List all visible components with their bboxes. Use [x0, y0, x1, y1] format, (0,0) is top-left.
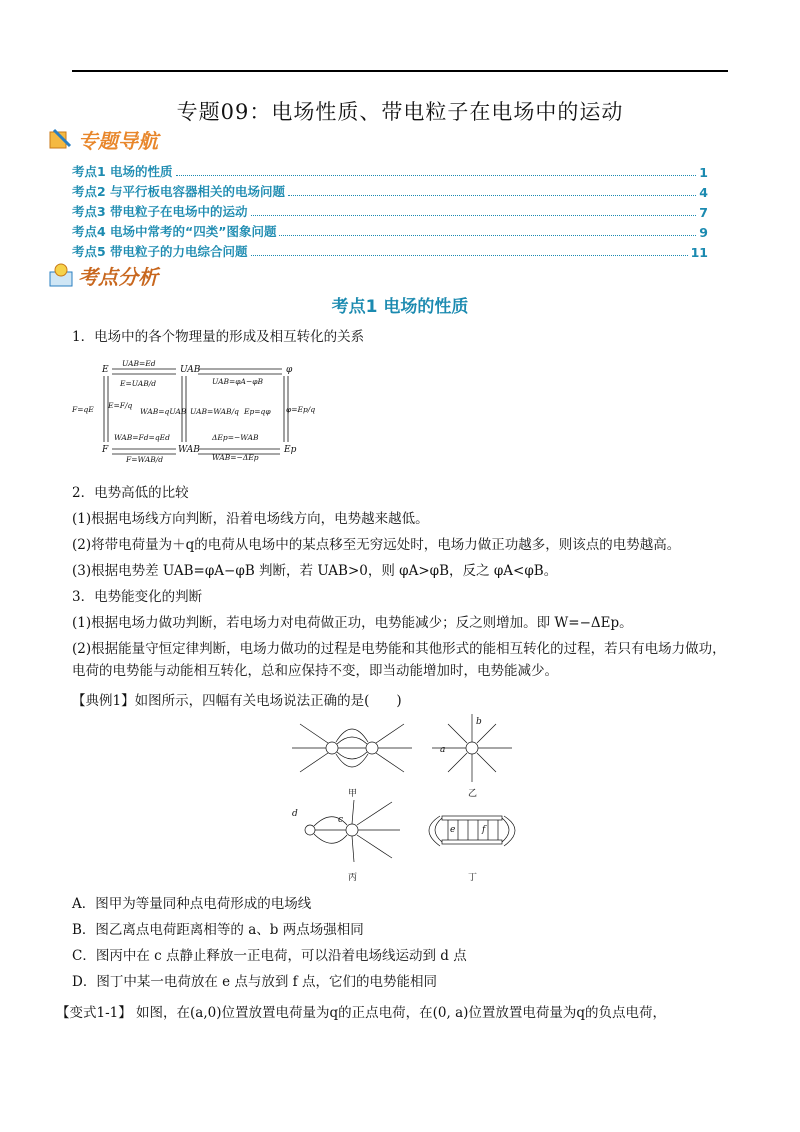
label-e: e [450, 825, 456, 835]
header-rule [72, 70, 728, 72]
label-jia: 甲 [348, 789, 358, 799]
paragraph-3-2: (2)根据能量守恒定律判断，电场力做功的过程是电势能和其他形式的能相互转化的过程，若只有电场力做功，电荷的电势能与动能相互转化，总和应保持不变，即当动能增加时，电势能减少。 [72, 641, 726, 679]
example-1: 【典例1】如图所示，四幅有关电场说法正确的是( ) [72, 693, 402, 709]
option-a[interactable]: A．图甲为等量同种点电荷形成的电场线 [72, 896, 312, 912]
label-ep-eq: Ep=qφ [244, 407, 271, 416]
paragraph-1: 1．电场中的各个物理量的形成及相互转化的关系 [72, 329, 365, 345]
label-a: a [440, 745, 446, 755]
figure-bing [305, 800, 400, 862]
pencil-book-icon [48, 126, 74, 152]
paragraph-2-1: (1)根据电场线方向判断，沿着电场线方向，电势越来越低。 [72, 511, 429, 527]
toc-item-3[interactable]: 考点3 带电粒子在电场中的运动 7 [72, 204, 708, 220]
label-f-eq: F=qE [72, 405, 94, 414]
paragraph-2-3: (3)根据电势差 UAB=φA−φB 判断，若 UAB>0，则 φA>φB，反之 φA<φB。 [72, 563, 558, 579]
banner-topic-nav [48, 124, 158, 154]
label-dep: ΔEp=−WAB [212, 433, 259, 442]
figure-ding [429, 816, 515, 846]
label-w-dep: WAB=−ΔEp [212, 453, 259, 462]
label-ding: 丁 [468, 873, 478, 883]
section-title: 考点1 电场的性质 [331, 297, 469, 317]
label-w-fd: WAB=Fd=qEd [114, 433, 170, 442]
label-w-qu: WAB=qUAB [140, 407, 187, 416]
label-f: f [482, 825, 486, 835]
label-top: UAB=Ed [122, 359, 156, 368]
toc-item-4[interactable]: 考点4 电场中常考的“四类”图象问题 9 [72, 224, 708, 240]
label-b: b [476, 717, 482, 727]
label-u-eq: UAB=φA−φB [212, 377, 264, 386]
node-UAB: UAB [180, 365, 201, 375]
paragraph-3-1: (1)根据电场力做功判断，若电场力对电荷做正功，电势能减少；反之则增加。即 W=−ΔEp。 [72, 615, 633, 631]
paragraph-3: 3．电势能变化的判断 [72, 589, 203, 605]
label-e-f: E=F/q [108, 401, 133, 410]
node-F: F [102, 445, 109, 455]
option-d[interactable]: D．图丁中某一电荷放在 e 点与放到 f 点，它们的电势能相同 [72, 974, 437, 990]
figure-jia [292, 724, 412, 772]
option-c[interactable]: C．图丙中在 c 点静止释放一正电荷，可以沿着电场线运动到 d 点 [72, 948, 467, 964]
table-of-contents [72, 160, 708, 260]
label-f-wd: F=WAB/d [126, 455, 164, 464]
label-phi-eq: φ=Ep/q [286, 405, 316, 414]
label-u-wq: UAB=WAB/q [190, 407, 239, 416]
label-e-eq: E=UAB/d [120, 379, 157, 388]
variant-1-1: 【变式1-1】 如图，在(a,0)位置放置电荷量为q的正点电荷，在(0, a)位置放置电荷量为q的负点电荷， [56, 1005, 667, 1021]
node-E: E [102, 365, 109, 375]
lightbulb-book-icon [48, 262, 74, 288]
node-Ep: Ep [284, 445, 297, 455]
label-yi: 乙 [468, 789, 478, 799]
paragraph-2-2: (2)将带电荷量为＋q的电荷从电场中的某点移至无穷远处时，电场力做正功越多，则该点的电势越高。 [72, 537, 681, 553]
node-WAB: WAB [178, 445, 200, 455]
field-lines-figure [282, 712, 522, 884]
banner-nav-text: 专题导航 [78, 128, 158, 153]
toc-item-2[interactable]: 考点2 与平行板电容器相关的电场问题 4 [72, 184, 708, 200]
label-c: c [338, 815, 344, 825]
banner-analysis-text: 考点分析 [78, 264, 158, 289]
label-bing: 丙 [348, 873, 358, 883]
toc-item-5[interactable]: 考点5 带电粒子的力电综合问题 11 [72, 244, 708, 260]
option-b[interactable]: B．图乙离点电荷距离相等的 a、b 两点场强相同 [72, 922, 364, 938]
paragraph-2: 2．电势高低的比较 [72, 485, 189, 501]
banner-analysis [48, 260, 158, 290]
quantity-relation-diagram [72, 356, 316, 468]
label-d: d [292, 809, 298, 819]
page-title: 专题09：电场性质、带电粒子在电场中的运动 [176, 100, 624, 124]
node-phi: φ [286, 365, 293, 375]
toc-item-1[interactable]: 考点1 电场的性质 1 [72, 164, 708, 180]
